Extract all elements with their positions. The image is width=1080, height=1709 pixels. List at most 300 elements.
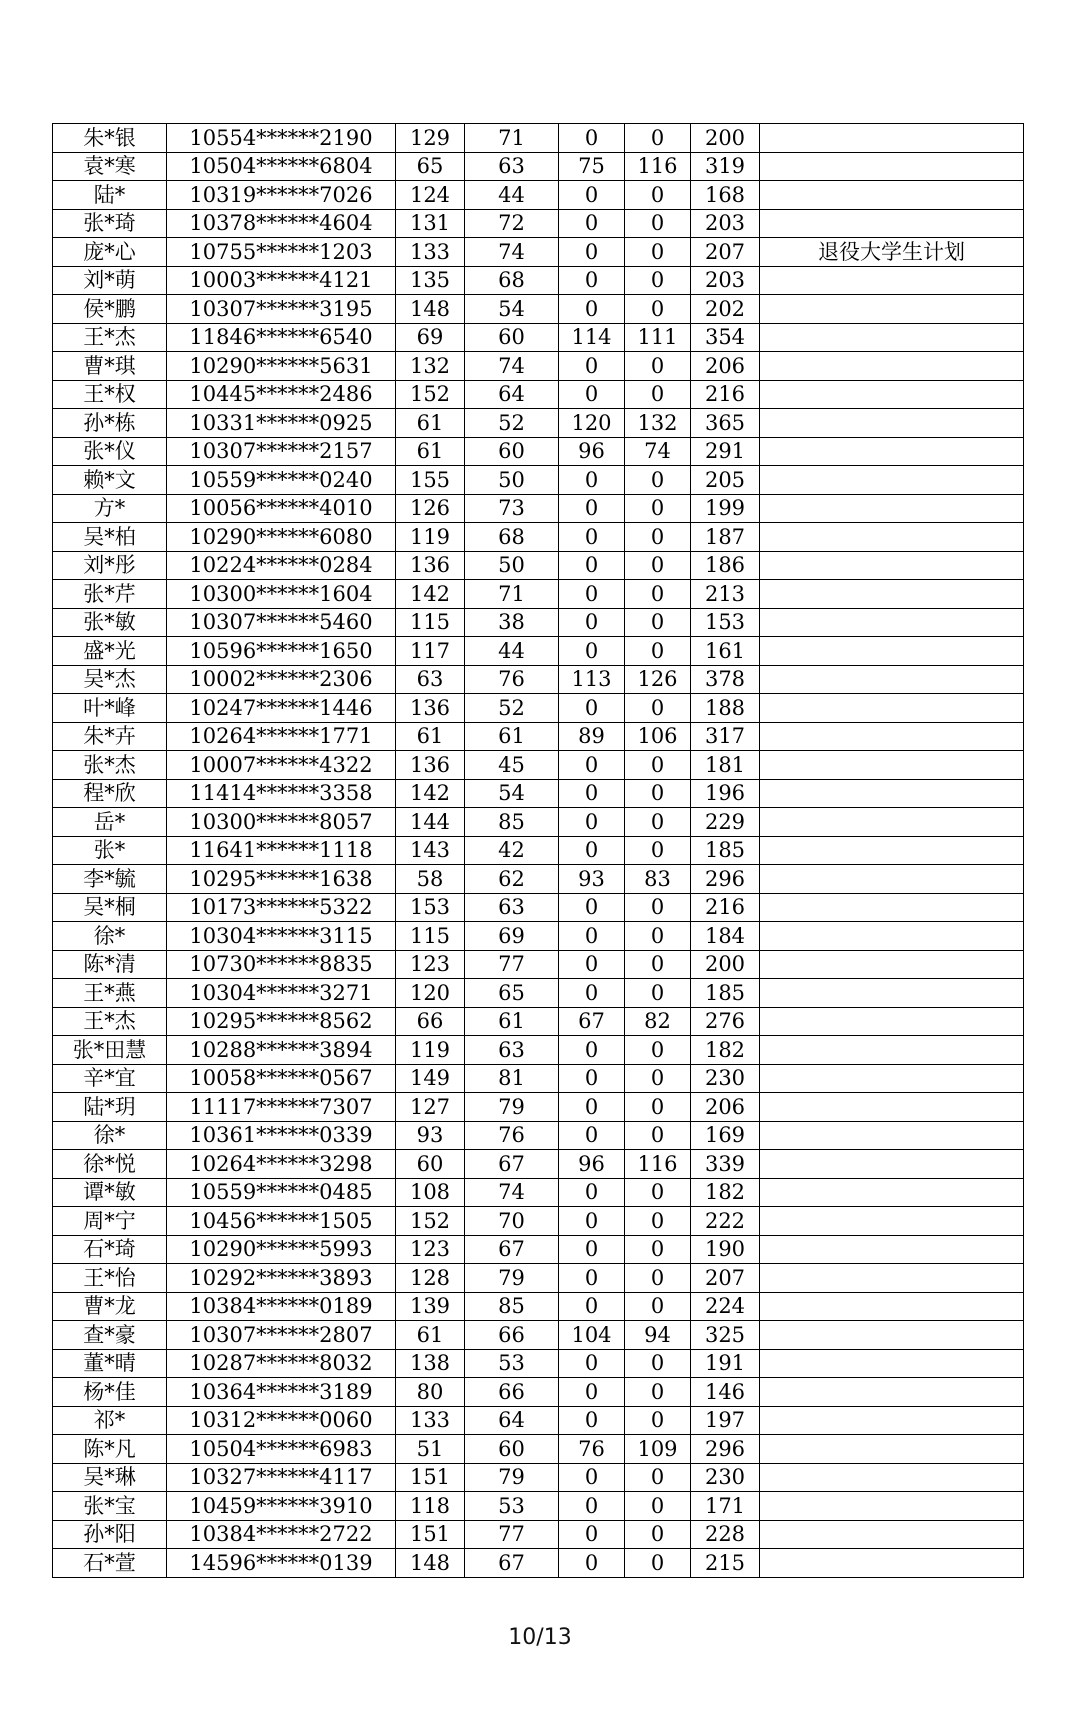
candidate-name-cell: 吴*柏: [53, 523, 167, 552]
total-score-cell: 182: [691, 1036, 760, 1065]
candidate-name-cell: 朱*卉: [53, 722, 167, 751]
candidate-id-cell: 10056******4010: [167, 494, 396, 523]
score-1-cell: 120: [396, 979, 465, 1008]
score-3-cell: 0: [559, 181, 625, 210]
table-row: [53, 1520, 1024, 1549]
table-row: [53, 209, 1024, 238]
score-2-cell: 79: [465, 1463, 559, 1492]
score-2-cell: 64: [465, 1406, 559, 1435]
score-2-cell: 63: [465, 893, 559, 922]
table-row: [53, 1093, 1024, 1122]
total-score-cell: 317: [691, 722, 760, 751]
candidate-name-cell: 张*杰: [53, 751, 167, 780]
score-4-cell: 83: [625, 865, 691, 894]
score-2-cell: 77: [465, 950, 559, 979]
score-2-cell: 72: [465, 209, 559, 238]
total-score-cell: 191: [691, 1349, 760, 1378]
score-3-cell: 76: [559, 1435, 625, 1464]
total-score-cell: 325: [691, 1321, 760, 1350]
candidate-id-cell: 10307******3195: [167, 295, 396, 324]
table-row: [53, 665, 1024, 694]
table-row: [53, 865, 1024, 894]
candidate-id-cell: 10290******5631: [167, 352, 396, 381]
candidate-name-cell: 赖*文: [53, 466, 167, 495]
total-score-cell: 200: [691, 124, 760, 153]
score-1-cell: 138: [396, 1349, 465, 1378]
score-2-cell: 52: [465, 694, 559, 723]
remark-cell: [760, 979, 1024, 1008]
score-1-cell: 115: [396, 608, 465, 637]
score-4-cell: 0: [625, 1520, 691, 1549]
table-row: [53, 181, 1024, 210]
candidate-name-cell: 张*仪: [53, 437, 167, 466]
score-3-cell: 0: [559, 266, 625, 295]
score-1-cell: 131: [396, 209, 465, 238]
remark-cell: [760, 1520, 1024, 1549]
remark-cell: [760, 1093, 1024, 1122]
candidate-name-cell: 曹*琪: [53, 352, 167, 381]
score-4-cell: 111: [625, 323, 691, 352]
candidate-id-cell: 10247******1446: [167, 694, 396, 723]
candidate-name-cell: 吴*杰: [53, 665, 167, 694]
candidate-id-cell: 10459******3910: [167, 1492, 396, 1521]
score-3-cell: 0: [559, 1349, 625, 1378]
score-2-cell: 50: [465, 466, 559, 495]
table-row: [53, 836, 1024, 865]
score-4-cell: 0: [625, 1492, 691, 1521]
score-3-cell: 96: [559, 1150, 625, 1179]
remark-cell: [760, 323, 1024, 352]
candidate-id-cell: 10331******0925: [167, 409, 396, 438]
total-score-cell: 168: [691, 181, 760, 210]
total-score-cell: 199: [691, 494, 760, 523]
candidate-id-cell: 10264******3298: [167, 1150, 396, 1179]
table-row: [53, 1235, 1024, 1264]
remark-cell: [760, 409, 1024, 438]
total-score-cell: 276: [691, 1007, 760, 1036]
score-2-cell: 53: [465, 1492, 559, 1521]
score-4-cell: 0: [625, 380, 691, 409]
remark-cell: [760, 152, 1024, 181]
candidate-name-cell: 石*琦: [53, 1235, 167, 1264]
remark-cell: [760, 523, 1024, 552]
score-3-cell: 0: [559, 1406, 625, 1435]
score-1-cell: 136: [396, 751, 465, 780]
score-2-cell: 50: [465, 551, 559, 580]
score-1-cell: 136: [396, 694, 465, 723]
score-1-cell: 117: [396, 637, 465, 666]
remark-cell: [760, 836, 1024, 865]
remark-cell: [760, 1435, 1024, 1464]
score-3-cell: 67: [559, 1007, 625, 1036]
candidate-id-cell: 10288******3894: [167, 1036, 396, 1065]
score-2-cell: 62: [465, 865, 559, 894]
table-row: [53, 637, 1024, 666]
candidate-name-cell: 王*权: [53, 380, 167, 409]
score-3-cell: 0: [559, 466, 625, 495]
total-score-cell: 230: [691, 1064, 760, 1093]
score-1-cell: 144: [396, 808, 465, 837]
score-4-cell: 0: [625, 1235, 691, 1264]
score-4-cell: 0: [625, 1349, 691, 1378]
score-3-cell: 0: [559, 124, 625, 153]
score-1-cell: 151: [396, 1520, 465, 1549]
score-4-cell: 0: [625, 1178, 691, 1207]
score-1-cell: 61: [396, 437, 465, 466]
score-4-cell: 0: [625, 808, 691, 837]
total-score-cell: 296: [691, 1435, 760, 1464]
score-2-cell: 53: [465, 1349, 559, 1378]
score-2-cell: 81: [465, 1064, 559, 1093]
score-3-cell: 0: [559, 1121, 625, 1150]
candidate-name-cell: 叶*峰: [53, 694, 167, 723]
candidate-name-cell: 陆*玥: [53, 1093, 167, 1122]
score-4-cell: 0: [625, 494, 691, 523]
table-row: [53, 523, 1024, 552]
remark-cell: [760, 1321, 1024, 1350]
total-score-cell: 365: [691, 409, 760, 438]
score-3-cell: 0: [559, 808, 625, 837]
total-score-cell: 207: [691, 1264, 760, 1293]
score-4-cell: 82: [625, 1007, 691, 1036]
score-2-cell: 60: [465, 437, 559, 466]
score-2-cell: 74: [465, 1178, 559, 1207]
candidate-id-cell: 10300******1604: [167, 580, 396, 609]
score-1-cell: 132: [396, 352, 465, 381]
table-row: [53, 751, 1024, 780]
score-4-cell: 0: [625, 1093, 691, 1122]
candidate-name-cell: 张*琦: [53, 209, 167, 238]
score-1-cell: 135: [396, 266, 465, 295]
score-1-cell: 124: [396, 181, 465, 210]
score-2-cell: 74: [465, 352, 559, 381]
score-1-cell: 133: [396, 238, 465, 267]
score-3-cell: 0: [559, 580, 625, 609]
score-1-cell: 151: [396, 1463, 465, 1492]
total-score-cell: 339: [691, 1150, 760, 1179]
total-score-cell: 187: [691, 523, 760, 552]
score-1-cell: 127: [396, 1093, 465, 1122]
candidate-name-cell: 徐*: [53, 922, 167, 951]
candidate-name-cell: 查*豪: [53, 1321, 167, 1350]
table-row: [53, 1036, 1024, 1065]
score-1-cell: 51: [396, 1435, 465, 1464]
score-2-cell: 71: [465, 580, 559, 609]
total-score-cell: 319: [691, 152, 760, 181]
score-2-cell: 71: [465, 124, 559, 153]
score-3-cell: 0: [559, 608, 625, 637]
score-2-cell: 54: [465, 295, 559, 324]
score-3-cell: 0: [559, 950, 625, 979]
score-2-cell: 76: [465, 665, 559, 694]
remark-cell: [760, 181, 1024, 210]
candidate-id-cell: 10287******8032: [167, 1349, 396, 1378]
score-4-cell: 132: [625, 409, 691, 438]
candidate-id-cell: 10327******4117: [167, 1463, 396, 1492]
score-1-cell: 65: [396, 152, 465, 181]
total-score-cell: 169: [691, 1121, 760, 1150]
remark-cell: [760, 437, 1024, 466]
total-score-cell: 203: [691, 266, 760, 295]
score-2-cell: 70: [465, 1207, 559, 1236]
score-2-cell: 54: [465, 779, 559, 808]
table-row: [53, 1406, 1024, 1435]
remark-cell: 退役大学生计划: [760, 238, 1024, 267]
candidate-name-cell: 方*: [53, 494, 167, 523]
remark-cell: [760, 1036, 1024, 1065]
candidate-id-cell: 10554******2190: [167, 124, 396, 153]
remark-cell: [760, 1207, 1024, 1236]
remark-cell: [760, 466, 1024, 495]
score-4-cell: 0: [625, 1207, 691, 1236]
candidate-name-cell: 刘*彤: [53, 551, 167, 580]
total-score-cell: 206: [691, 1093, 760, 1122]
score-4-cell: 0: [625, 893, 691, 922]
score-3-cell: 0: [559, 694, 625, 723]
score-2-cell: 63: [465, 1036, 559, 1065]
score-4-cell: 126: [625, 665, 691, 694]
score-2-cell: 76: [465, 1121, 559, 1150]
score-4-cell: 0: [625, 694, 691, 723]
candidate-name-cell: 谭*敏: [53, 1178, 167, 1207]
remark-cell: [760, 608, 1024, 637]
score-4-cell: 0: [625, 637, 691, 666]
score-4-cell: 0: [625, 523, 691, 552]
candidate-id-cell: 11117******7307: [167, 1093, 396, 1122]
table-row: [53, 1321, 1024, 1350]
candidate-name-cell: 吴*桐: [53, 893, 167, 922]
candidate-name-cell: 王*怡: [53, 1264, 167, 1293]
score-2-cell: 74: [465, 238, 559, 267]
total-score-cell: 296: [691, 865, 760, 894]
remark-cell: [760, 1150, 1024, 1179]
score-4-cell: 0: [625, 836, 691, 865]
score-2-cell: 42: [465, 836, 559, 865]
score-3-cell: 0: [559, 209, 625, 238]
candidate-name-cell: 朱*银: [53, 124, 167, 153]
score-1-cell: 93: [396, 1121, 465, 1150]
candidate-name-cell: 张*: [53, 836, 167, 865]
remark-cell: [760, 1463, 1024, 1492]
remark-cell: [760, 637, 1024, 666]
candidate-name-cell: 陈*清: [53, 950, 167, 979]
total-score-cell: 216: [691, 893, 760, 922]
table-row: [53, 808, 1024, 837]
total-score-cell: 207: [691, 238, 760, 267]
candidate-name-cell: 张*宝: [53, 1492, 167, 1521]
candidate-id-cell: 10384******2722: [167, 1520, 396, 1549]
remark-cell: [760, 751, 1024, 780]
candidate-id-cell: 14596******0139: [167, 1549, 396, 1578]
table-row: [53, 1378, 1024, 1407]
candidate-name-cell: 张*田慧: [53, 1036, 167, 1065]
score-3-cell: 0: [559, 637, 625, 666]
score-3-cell: 0: [559, 751, 625, 780]
score-3-cell: 0: [559, 494, 625, 523]
candidate-id-cell: 10730******8835: [167, 950, 396, 979]
table-row: [53, 1150, 1024, 1179]
score-1-cell: 80: [396, 1378, 465, 1407]
remark-cell: [760, 1007, 1024, 1036]
score-1-cell: 58: [396, 865, 465, 894]
score-3-cell: 0: [559, 238, 625, 267]
total-score-cell: 228: [691, 1520, 760, 1549]
score-2-cell: 73: [465, 494, 559, 523]
score-3-cell: 0: [559, 551, 625, 580]
score-1-cell: 123: [396, 950, 465, 979]
score-4-cell: 74: [625, 437, 691, 466]
score-4-cell: 0: [625, 922, 691, 951]
table-row: [53, 979, 1024, 1008]
score-2-cell: 67: [465, 1235, 559, 1264]
candidate-name-cell: 李*毓: [53, 865, 167, 894]
candidate-name-cell: 陈*凡: [53, 1435, 167, 1464]
table-row: [53, 1007, 1024, 1036]
remark-cell: [760, 1292, 1024, 1321]
score-3-cell: 0: [559, 922, 625, 951]
score-3-cell: 0: [559, 1235, 625, 1264]
total-score-cell: 196: [691, 779, 760, 808]
candidate-id-cell: 10312******0060: [167, 1406, 396, 1435]
remark-cell: [760, 1349, 1024, 1378]
remark-cell: [760, 1121, 1024, 1150]
candidate-name-cell: 陆*: [53, 181, 167, 210]
total-score-cell: 224: [691, 1292, 760, 1321]
candidate-id-cell: 10445******2486: [167, 380, 396, 409]
score-2-cell: 64: [465, 380, 559, 409]
score-2-cell: 79: [465, 1264, 559, 1293]
candidate-id-cell: 10319******7026: [167, 181, 396, 210]
remark-cell: [760, 1235, 1024, 1264]
candidate-id-cell: 11414******3358: [167, 779, 396, 808]
score-2-cell: 67: [465, 1549, 559, 1578]
candidate-name-cell: 董*晴: [53, 1349, 167, 1378]
remark-cell: [760, 1378, 1024, 1407]
candidate-name-cell: 徐*悦: [53, 1150, 167, 1179]
total-score-cell: 378: [691, 665, 760, 694]
score-table: [52, 123, 1024, 1578]
total-score-cell: 354: [691, 323, 760, 352]
score-3-cell: 120: [559, 409, 625, 438]
remark-cell: [760, 1549, 1024, 1578]
table-row: [53, 266, 1024, 295]
score-3-cell: 0: [559, 779, 625, 808]
candidate-name-cell: 吴*琳: [53, 1463, 167, 1492]
candidate-id-cell: 10300******8057: [167, 808, 396, 837]
score-3-cell: 0: [559, 836, 625, 865]
score-2-cell: 68: [465, 523, 559, 552]
total-score-cell: 222: [691, 1207, 760, 1236]
score-1-cell: 148: [396, 295, 465, 324]
candidate-name-cell: 周*宁: [53, 1207, 167, 1236]
total-score-cell: 202: [691, 295, 760, 324]
score-2-cell: 52: [465, 409, 559, 438]
score-1-cell: 142: [396, 580, 465, 609]
remark-cell: [760, 1178, 1024, 1207]
score-1-cell: 119: [396, 1036, 465, 1065]
total-score-cell: 216: [691, 380, 760, 409]
total-score-cell: 182: [691, 1178, 760, 1207]
total-score-cell: 197: [691, 1406, 760, 1435]
score-4-cell: 0: [625, 1121, 691, 1150]
score-3-cell: 0: [559, 1036, 625, 1065]
score-3-cell: 0: [559, 1264, 625, 1293]
score-3-cell: 0: [559, 1292, 625, 1321]
score-1-cell: 60: [396, 1150, 465, 1179]
score-3-cell: 114: [559, 323, 625, 352]
candidate-id-cell: 11846******6540: [167, 323, 396, 352]
score-3-cell: 0: [559, 380, 625, 409]
score-2-cell: 65: [465, 979, 559, 1008]
score-3-cell: 0: [559, 1520, 625, 1549]
score-1-cell: 152: [396, 1207, 465, 1236]
table-row: [53, 152, 1024, 181]
score-3-cell: 0: [559, 1463, 625, 1492]
score-2-cell: 79: [465, 1093, 559, 1122]
score-2-cell: 61: [465, 1007, 559, 1036]
candidate-id-cell: 10224******0284: [167, 551, 396, 580]
score-2-cell: 85: [465, 1292, 559, 1321]
remark-cell: [760, 722, 1024, 751]
score-2-cell: 38: [465, 608, 559, 637]
table-row: [53, 922, 1024, 951]
score-1-cell: 139: [396, 1292, 465, 1321]
remark-cell: [760, 950, 1024, 979]
candidate-id-cell: 10361******0339: [167, 1121, 396, 1150]
candidate-name-cell: 张*敏: [53, 608, 167, 637]
score-3-cell: 0: [559, 979, 625, 1008]
table-row: [53, 124, 1024, 153]
remark-cell: [760, 808, 1024, 837]
remark-cell: [760, 266, 1024, 295]
table-row: [53, 1463, 1024, 1492]
table-row: [53, 1207, 1024, 1236]
table-row: [53, 466, 1024, 495]
score-4-cell: 116: [625, 152, 691, 181]
score-4-cell: 0: [625, 295, 691, 324]
remark-cell: [760, 124, 1024, 153]
table-row: [53, 580, 1024, 609]
table-row: [53, 238, 1024, 267]
candidate-name-cell: 王*杰: [53, 323, 167, 352]
score-4-cell: 109: [625, 1435, 691, 1464]
candidate-id-cell: 10307******5460: [167, 608, 396, 637]
table-row: [53, 1264, 1024, 1293]
score-2-cell: 44: [465, 637, 559, 666]
remark-cell: [760, 779, 1024, 808]
table-row: [53, 352, 1024, 381]
score-2-cell: 85: [465, 808, 559, 837]
table-row: [53, 608, 1024, 637]
score-1-cell: 128: [396, 1264, 465, 1293]
candidate-id-cell: 10378******4604: [167, 209, 396, 238]
score-3-cell: 0: [559, 295, 625, 324]
total-score-cell: 146: [691, 1378, 760, 1407]
total-score-cell: 171: [691, 1492, 760, 1521]
score-3-cell: 0: [559, 1378, 625, 1407]
remark-cell: [760, 551, 1024, 580]
candidate-id-cell: 10755******1203: [167, 238, 396, 267]
score-3-cell: 96: [559, 437, 625, 466]
score-4-cell: 0: [625, 466, 691, 495]
candidate-id-cell: 10003******4121: [167, 266, 396, 295]
score-4-cell: 0: [625, 1406, 691, 1435]
score-3-cell: 0: [559, 1492, 625, 1521]
score-2-cell: 60: [465, 1435, 559, 1464]
candidate-name-cell: 孙*栋: [53, 409, 167, 438]
total-score-cell: 230: [691, 1463, 760, 1492]
score-table-body: [53, 124, 1024, 1578]
